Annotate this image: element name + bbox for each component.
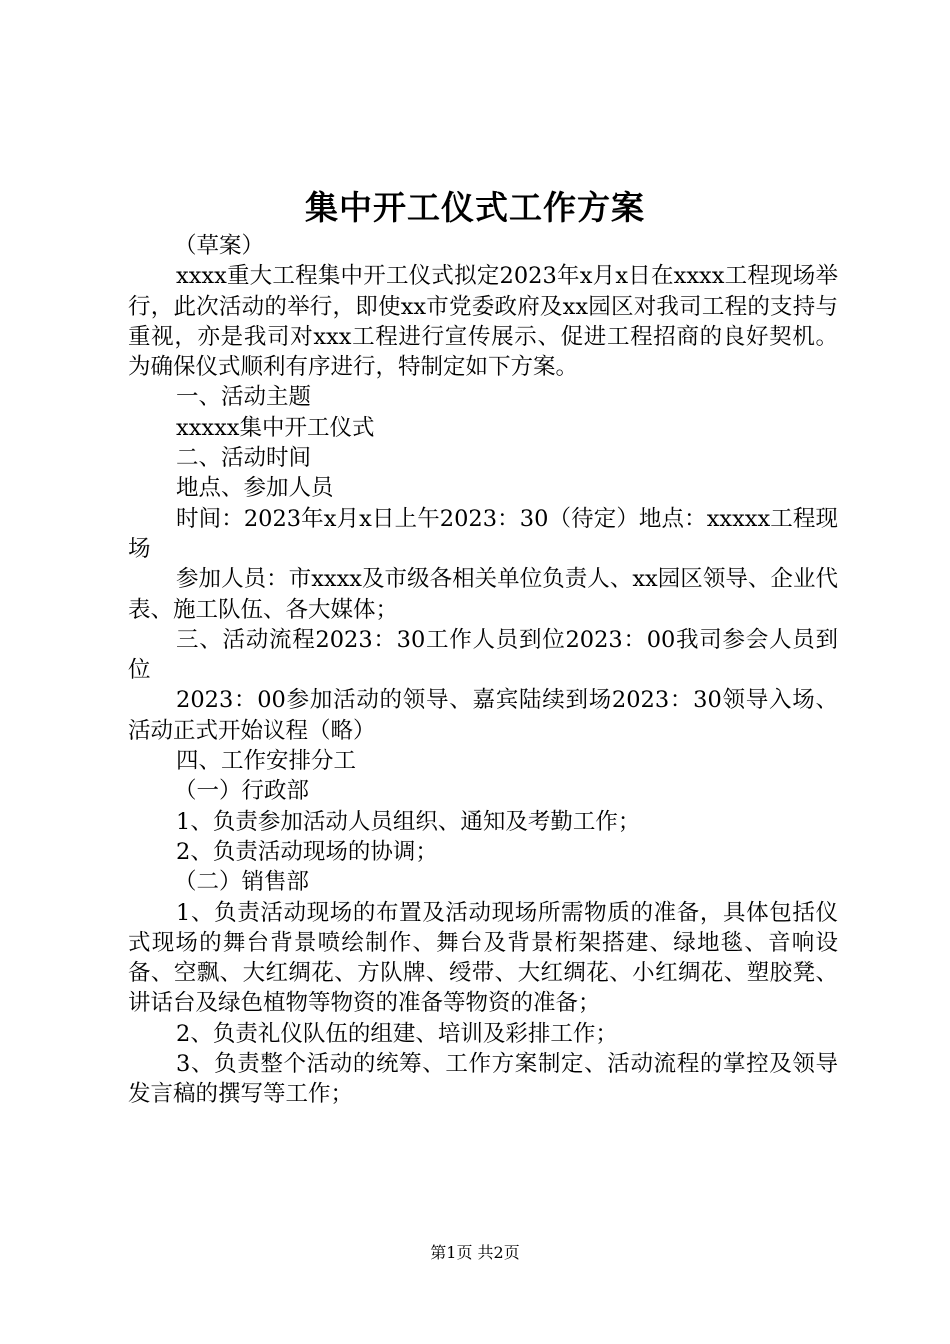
- time-location-text: 时间：2023年x月x日上午2023：30（待定）地点：xxxxx工程现场: [128, 505, 838, 562]
- document-body: [128, 231, 838, 1110]
- section-heading-time: 二、活动时间: [176, 445, 312, 472]
- sales-item-2: 2、负责礼仪队伍的组建、培训及彩排工作；: [176, 1020, 618, 1047]
- section-heading-division: 四、工作安排分工: [176, 748, 357, 775]
- location-participants-heading: 地点、参加人员: [176, 475, 334, 502]
- theme-text: xxxxx集中开工仪式: [176, 414, 375, 441]
- sales-item-1: 1、负责活动现场的布置及活动现场所需物质的准备，具体包括仪式现场的舞台背景喷绘制作、舞台及背景桁架搭建、绿地毯、音响设备、空飘、大红绸花、方队牌、绶带、大红绸花、小红绸花、塑胶凳、讲话台及绿色植物等物资的准备等物资的准备；: [128, 899, 838, 1017]
- sales-item-3: 3、负责整个活动的统筹、工作方案制定、活动流程的掌控及领导发言稿的撰写等工作；: [128, 1051, 838, 1108]
- section-heading-theme: 一、活动主题: [176, 384, 312, 411]
- subheading-sales: （二）销售部: [174, 869, 310, 896]
- admin-item-1: 1、负责参加活动人员组织、通知及考勤工作；: [176, 808, 641, 835]
- document-title: 集中开工仪式工作方案: [305, 188, 645, 227]
- process-text: 2023：00参加活动的领导、嘉宾陆续到场2023：30领导入场、活动正式开始议程（略）: [128, 687, 838, 744]
- page-footer: 第1页 共2页: [430, 1243, 520, 1262]
- subheading-admin: （一）行政部: [174, 778, 310, 805]
- intro-paragraph: xxxx重大工程集中开工仪式拟定2023年x月x日在xxxx工程现场举行，此次活动的举行，即使xx市党委政府及xx园区对我司工程的支持与重视，亦是我司对xxx工程进行宣传展示、促进工程招商的良好契机。为确保仪式顺利有序进行，特制定如下方案。: [128, 263, 838, 381]
- participants-text: 参加人员：市xxxx及市级各相关单位负责人、xx园区领导、企业代表、施工队伍、各大媒体；: [128, 566, 838, 623]
- admin-item-2: 2、负责活动现场的协调；: [176, 838, 438, 865]
- section-heading-process: 三、活动流程2023：30工作人员到位2023：00我司参会人员到位: [128, 626, 838, 684]
- draft-label: （草案）: [174, 233, 265, 259]
